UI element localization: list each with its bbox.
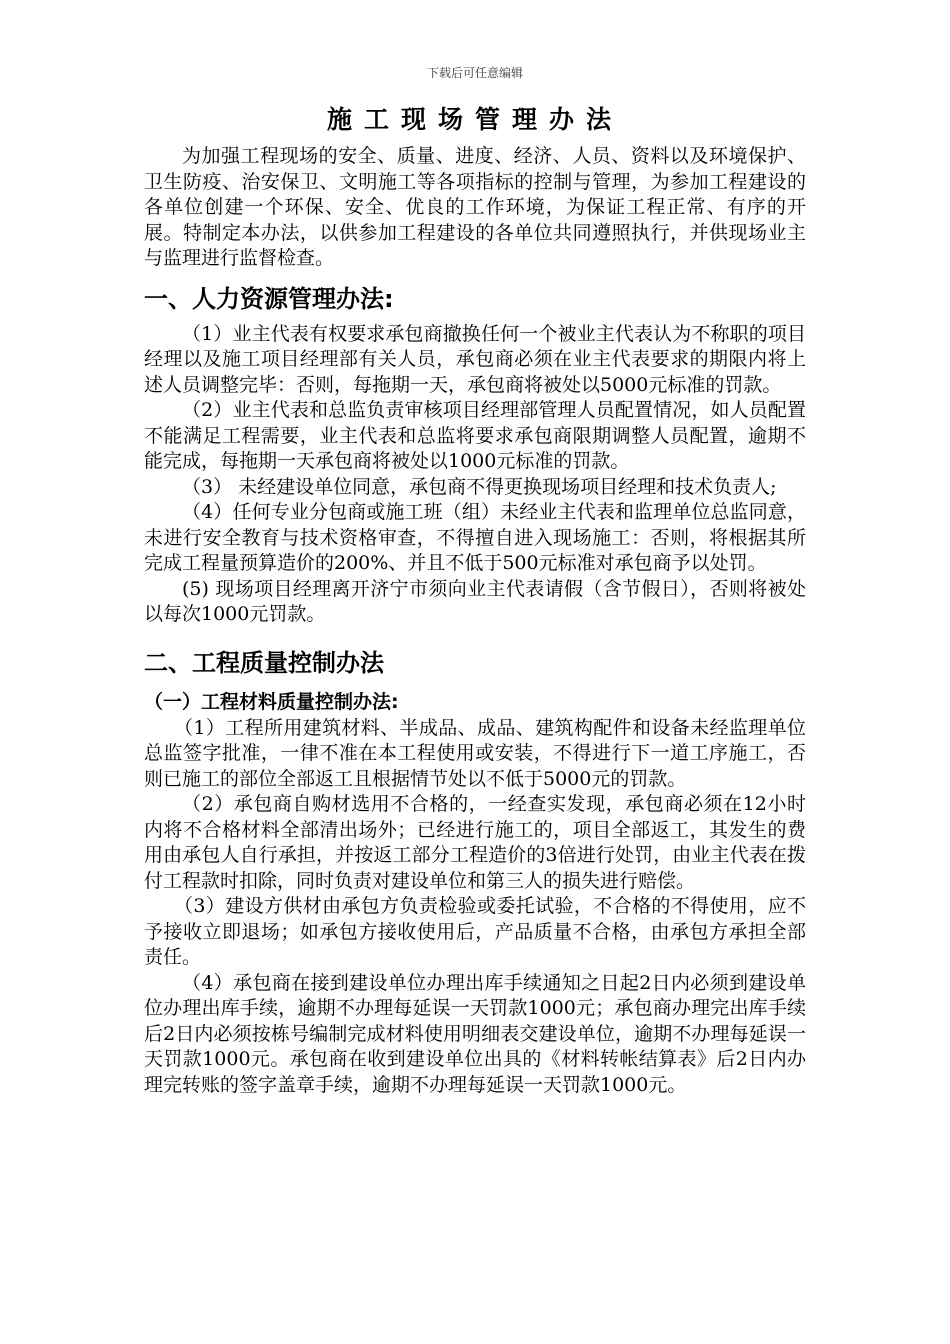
page-header: 下载后可任意编辑 (426, 66, 523, 80)
document-body (144, 144, 806, 1098)
section2-item-2: （2）承包商自购材选用不合格的，一经查实发现，承包商必须在12小时内将不合格材料全部清出场外；已经进行施工的，项目全部返工，其发生的费用由承包人自行承担，并按返工部分工程造价的3倍进行处罚，由业主代表在拨付工程款时扣除，同时负责对建设单位和第三人的损失进行赔偿。 (144, 793, 806, 892)
section2-item-1: （1）工程所用建筑材料、半成品、成品、建筑构配件和设备未经监理单位总监签字批准，一律不准在本工程使用或安装，不得进行下一道工序施工，否则已施工的部位全部返工且根据情节处以不低于5000元的罚款。 (144, 716, 806, 790)
section1-item-1: （1）业主代表有权要求承包商撤换任何一个被业主代表认为不称职的项目经理以及施工项目经理部有关人员，承包商必须在业主代表要求的期限内将上述人员调整完毕：否则，每拖期一天，承包商将被处以5000元标准的罚款。 (144, 322, 806, 396)
section1-heading: 一、人力资源管理办法: (144, 284, 394, 313)
section1-item-3: （3） 未经建设单位同意，承包商不得更换现场项目经理和技术负责人; (182, 475, 777, 498)
section1-item-4: （4）任何专业分包商或施工班（组）未经业主代表和监理单位总监同意，未进行安全教育与技术资格审查，不得擅自进入现场施工：否则，将根据其所完成工程量预算造价的200%、并且不低于500元标准对承包商予以处罚。 (144, 501, 806, 574)
section2-item-4: （4）承包商在接到建设单位办理出库手续通知之日起2日内必须到建设单位办理出库手续，逾期不办理每延误一天罚款1000元；承包商办理完出库手续后2日内必须按栋号编制完成材料使用明细表交建设单位，逾期不办理每延误一天罚款1000元。承包商在收到建设单位出具的《材料转帐结算表》后2日内办理完转账的签字盖章手续，逾期不办理每延误一天罚款1000元。 (144, 971, 806, 1096)
section2-subheading: （一）工程材料质量控制办法: (144, 690, 399, 713)
section1-item-5: (5) 现场项目经理离开济宁市须向业主代表请假（含节假日），否则将被处以每次1000元罚款。 (144, 577, 806, 625)
document-title: 施工现场管理办法 (326, 105, 623, 134)
intro-paragraph: 为加强工程现场的安全、质量、进度、经济、人员、资料以及环境保护、卫生防疫、治安保卫、文明施工等各项指标的控制与管理，为参加工程建设的各单位创建一个环保、安全、优良的工作环境，为保证工程正常、有序的开展。特制定本办法，以供参加工程建设的各单位共同遵照执行，并供现场业主与监理进行监督检查。 (144, 145, 806, 269)
section2-item-3: （3）建设方供材由承包方负责检验或委托试验，不合格的不得使用，应不予接收立即退场；如承包方接收使用后，产品质量不合格，由承包方承担全部责任。 (144, 895, 806, 968)
section1-item-2: （2）业主代表和总监负责审核项目经理部管理人员配置情况，如人员配置不能满足工程需要，业主代表和总监将要求承包商限期调整人员配置，逾期不能完成，每拖期一天承包商将被处以1000元标准的罚款。 (144, 399, 806, 472)
section2-heading: 二、工程质量控制办法 (144, 648, 384, 677)
